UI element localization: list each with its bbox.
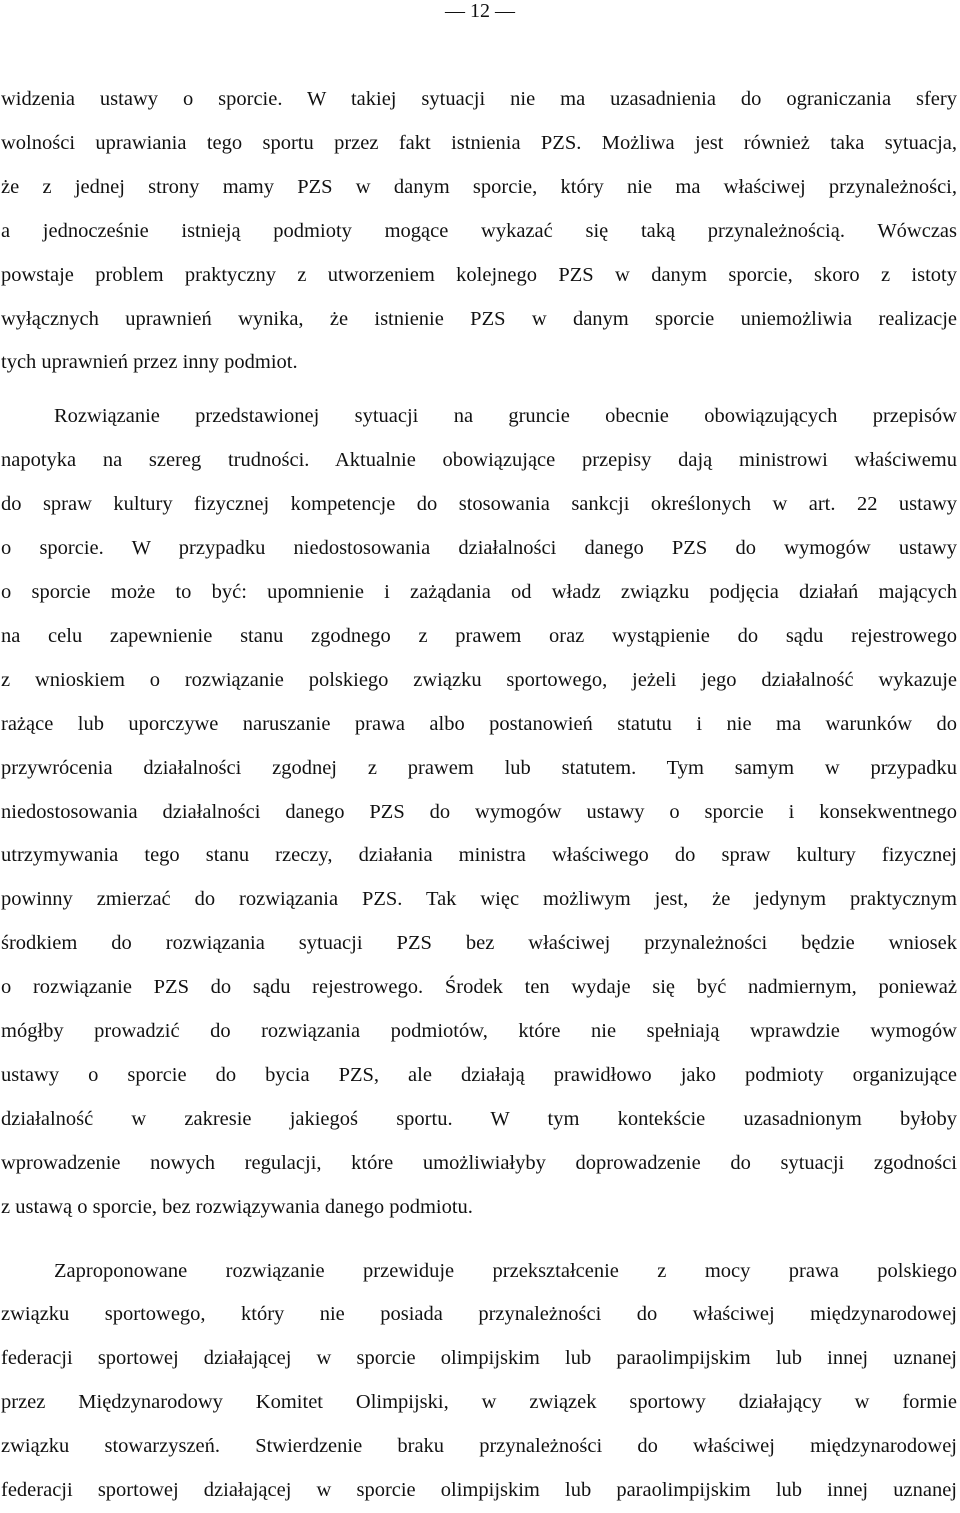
text-line: na celu zapewnienie stanu zgodnego z prawem oraz wystąpienie do sądu rejestrowego — [1, 624, 957, 647]
text-line: działalność w zakresie jakiegoś sportu. W tym kontekście uzasadnionym byłoby — [1, 1107, 957, 1130]
paragraph-3 — [1, 1250, 957, 1513]
page-number: — 12 — — [445, 0, 515, 22]
text-line: Rozwiązanie przedstawionej sytuacji na gruncie obecnie obowiązujących przepisów — [54, 405, 957, 428]
text-line: o rozwiązanie PZS do sądu rejestrowego. Środek ten wydaje się być nadmiernym, ponieważ — [1, 976, 957, 999]
text-line: z ustawą o sporcie, bez rozwiązywania danego podmiotu. — [1, 1195, 473, 1218]
text-line: o sporcie może to być: upomnienie i zażądania od władz związku podjęcia działań mających — [1, 580, 957, 603]
text-line: do spraw kultury fizycznej kompetencje do stosowania sankcji określonych w art. 22 ustawy — [1, 493, 957, 516]
text-line: napotyka na szereg trudności. Aktualnie obowiązujące przepisy dają ministrowi właściwemu — [1, 449, 957, 472]
text-line: wyłącznych uprawnień wynika, że istnienie PZS w danym sporcie uniemożliwia realizacje — [1, 307, 957, 330]
text-line: a jednocześnie istnieją podmioty mogące wykazać się taką przynależnością. Wówczas — [1, 219, 957, 242]
text-line: z wnioskiem o rozwiązanie polskiego związku sportowego, jeżeli jego działalność wykazuje — [1, 668, 957, 691]
text-line: o sporcie. W przypadku niedostosowania działalności danego PZS do wymogów ustawy — [1, 537, 957, 560]
text-line: środkiem do rozwiązania sytuacji PZS bez właściwej przynależności będzie wniosek — [1, 932, 957, 955]
text-line: powstaje problem praktyczny z utworzeniem kolejnego PZS w danym sporcie, skoro z istoty — [1, 263, 957, 286]
text-line: że z jednej strony mamy PZS w danym sporcie, który nie ma właściwej przynależności, — [1, 175, 957, 198]
text-line: Zaproponowane rozwiązanie przewiduje przekształcenie z mocy prawa polskiego — [54, 1259, 957, 1282]
text-line: wolności uprawiania tego sportu przez fakt istnienia PZS. Możliwa jest również taka sytuacja, — [1, 131, 957, 154]
text-line: mógłby prowadzić do rozwiązania podmiotów, które nie spełniają wprawdzie wymogów — [1, 1020, 957, 1043]
text-line: ustawy o sporcie do bycia PZS, ale działają prawidłowo jako podmioty organizujące — [1, 1063, 957, 1086]
text-line: związku sportowego, który nie posiada przynależności do właściwej międzynarodowej — [1, 1303, 957, 1326]
text-line: rażące lub uporczywe naruszanie prawa albo postanowień statutu i nie ma warunków do — [1, 712, 957, 735]
text-line: niedostosowania działalności danego PZS do wymogów ustawy o sporcie i konsekwentnego — [1, 800, 957, 823]
text-line: utrzymywania tego stanu rzeczy, działania ministra właściwego do spraw kultury fizycznej — [1, 844, 957, 867]
text-line: przez Międzynarodowy Komitet Olimpijski, w związek sportowy działający w formie — [1, 1391, 957, 1414]
text-line: powinny zmierzać do rozwiązania PZS. Tak więc możliwym jest, że jedynym praktycznym — [1, 888, 957, 911]
text-line: widzenia ustawy o sporcie. W takiej sytuacji nie ma uzasadnienia do ograniczania sfery — [1, 88, 957, 110]
text-line: przywrócenia działalności zgodnej z prawem lub statutem. Tym samym w przypadku — [1, 756, 957, 779]
text-line: związku stowarzyszeń. Stwierdzenie braku przynależności do właściwej międzynarodowej — [1, 1435, 957, 1458]
text-line: federacji sportowej działającej w sporcie olimpijskim lub paraolimpijskim lub innej uznanej — [1, 1347, 957, 1370]
text-line: wprowadzenie nowych regulacji, które umożliwiałyby doprowadzenie do sytuacji zgodności — [1, 1151, 957, 1174]
paragraph-1 — [1, 78, 957, 385]
paragraph-2 — [1, 395, 957, 1229]
document-body — [1, 78, 957, 1513]
text-line: federacji sportowej działającej w sporcie olimpijskim lub paraolimpijskim lub innej uznanej — [1, 1479, 957, 1502]
text-line: tych uprawnień przez inny podmiot. — [1, 351, 298, 374]
